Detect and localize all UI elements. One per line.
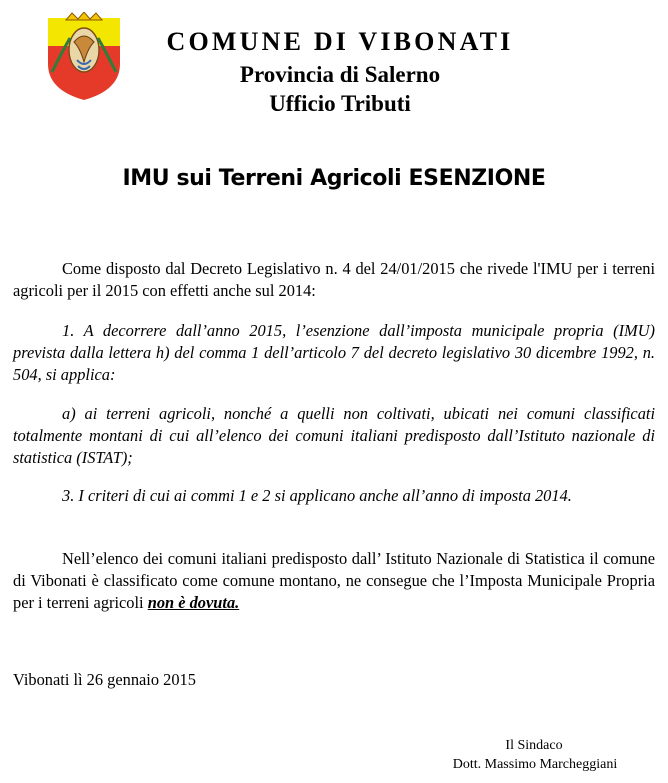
signature-role: Il Sindaco <box>505 738 563 753</box>
municipal-crest-icon <box>44 12 124 102</box>
conclusion-paragraph <box>13 548 655 614</box>
header-provincia: Provincia di Salerno <box>239 62 441 87</box>
date-line: Vibonati lì 26 gennaio 2015 <box>13 670 196 689</box>
point-a-paragraph: a) ai terreni agricoli, nonché a quelli non coltivati, ubicati nei comuni classificati totalmente montani di cui all’elenco dei comuni italiani predisposto dall’Istituto nazionale di statistica (ISTAT); <box>13 404 655 467</box>
document-title: IMU sui Terreni Agricoli ESENZIONE <box>122 166 546 191</box>
intro-paragraph: Come disposto dal Decreto Legislativo n. 4 del 24/01/2015 che rivede l'IMU per i terreni agricoli per il 2015 con effetti anche sul 2014: <box>13 259 655 300</box>
header-comune: COMUNE DI VIBONATI <box>166 27 514 56</box>
conclusion-text: Nell’elenco dei comuni italiani predisposto dall’ Istituto Nazionale di Statistica il comune di Vibonati è classificato come comune montano, ne consegue che l’Imposta Municipale Propria per i terreni agricoli <box>13 549 655 612</box>
header-ufficio: Ufficio Tributi <box>269 91 411 116</box>
point-1-paragraph: 1. A decorrere dall’anno 2015, l’esenzione dall’imposta municipale propria (IMU) prevista dalla lettera h) del comma 1 dell’articolo 7 del decreto legislativo 30 dicembre 1992, n. 504, si applica: <box>13 321 655 384</box>
conclusion-emphasis: non è dovuta. <box>147 593 240 612</box>
signature-name: Dott. Massimo Marcheggiani <box>452 757 618 772</box>
point-3-paragraph: 3. I criteri di cui ai commi 1 e 2 si applicano anche all’anno di imposta 2014. <box>62 486 572 505</box>
